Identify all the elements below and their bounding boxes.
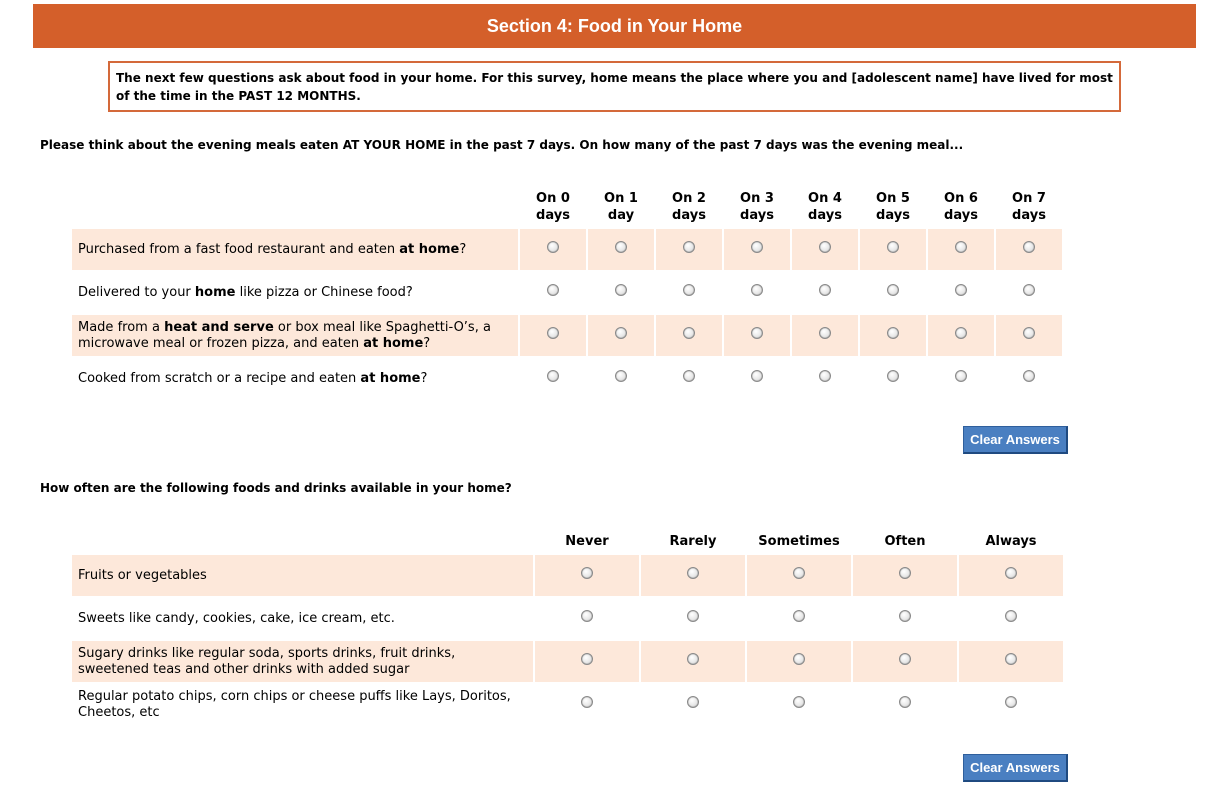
radio-cell (928, 358, 994, 399)
radio-cell (996, 272, 1062, 313)
radio-cell (724, 229, 790, 270)
radio-button[interactable] (887, 284, 899, 296)
table-row (72, 598, 1063, 639)
radio-cell (853, 555, 957, 596)
radio-button[interactable] (955, 284, 967, 296)
radio-button[interactable] (615, 284, 627, 296)
col-header-6-days: On 6 days (944, 191, 978, 223)
radio-button[interactable] (615, 241, 627, 253)
radio-button[interactable] (687, 696, 699, 708)
evening-meals-grid (70, 188, 1064, 401)
radio-button[interactable] (899, 567, 911, 579)
col-header-always: Always (985, 534, 1037, 549)
radio-button[interactable] (887, 241, 899, 253)
radio-cell (996, 358, 1062, 399)
radio-cell (724, 358, 790, 399)
radio-cell (792, 272, 858, 313)
radio-button[interactable] (683, 241, 695, 253)
radio-button[interactable] (1023, 370, 1035, 382)
radio-cell (860, 272, 926, 313)
radio-cell (747, 598, 851, 639)
row-label-part: home (194, 284, 236, 300)
table-row (72, 555, 1063, 596)
radio-cell (535, 641, 639, 682)
radio-cell (996, 229, 1062, 270)
radio-cell (656, 315, 722, 356)
col-header-1-day: On 1 day (604, 191, 638, 223)
grid-header-row (72, 533, 1063, 553)
radio-cell (959, 684, 1063, 725)
radio-button[interactable] (687, 653, 699, 665)
radio-button[interactable] (547, 284, 559, 296)
table-row (72, 358, 1062, 399)
radio-button[interactable] (547, 370, 559, 382)
radio-cell (641, 598, 745, 639)
radio-cell (520, 229, 586, 270)
row-label (72, 315, 518, 356)
grid-header-row (72, 190, 1062, 227)
radio-cell (853, 641, 957, 682)
radio-cell (588, 229, 654, 270)
radio-button[interactable] (899, 653, 911, 665)
radio-cell (724, 272, 790, 313)
row-label: Regular potato chips, corn chips or cheese puffs like Lays, Doritos, Cheetos, etc (78, 688, 511, 720)
radio-cell (747, 684, 851, 725)
table-row (72, 641, 1063, 682)
radio-button[interactable] (1023, 241, 1035, 253)
col-header-sometimes: Sometimes (758, 534, 840, 549)
section-title-banner: Section 4: Food in Your Home (33, 4, 1196, 48)
row-label: Fruits or vegetables (72, 555, 533, 596)
radio-button[interactable] (793, 610, 805, 622)
radio-button[interactable] (581, 567, 593, 579)
radio-cell (535, 684, 639, 725)
radio-button[interactable] (751, 241, 763, 253)
col-header-rarely: Rarely (669, 534, 717, 549)
radio-button[interactable] (819, 370, 831, 382)
radio-button[interactable] (683, 327, 695, 339)
radio-button[interactable] (793, 696, 805, 708)
radio-cell (656, 229, 722, 270)
col-header-4-days: On 4 days (808, 191, 842, 223)
grid-corner (72, 533, 533, 553)
radio-button[interactable] (547, 327, 559, 339)
row-label-part: at home (360, 370, 421, 386)
radio-cell (656, 358, 722, 399)
radio-button[interactable] (615, 370, 627, 382)
radio-cell (996, 315, 1062, 356)
row-label-part: Delivered to your (78, 284, 195, 300)
radio-button[interactable] (581, 610, 593, 622)
col-header-2-days: On 2 days (672, 191, 706, 223)
row-label-part: ? (420, 370, 428, 386)
radio-cell (853, 684, 957, 725)
radio-button[interactable] (547, 241, 559, 253)
radio-button[interactable] (793, 653, 805, 665)
radio-cell (520, 272, 586, 313)
radio-button[interactable] (819, 241, 831, 253)
table-row (72, 684, 1063, 725)
col-header-0-days: On 0 days (536, 191, 570, 223)
table-row (72, 272, 1062, 313)
radio-button[interactable] (819, 327, 831, 339)
radio-cell (588, 358, 654, 399)
radio-cell (641, 641, 745, 682)
col-header-5-days: On 5 days (876, 191, 910, 223)
row-label: Sugary drinks like regular soda, sports drinks, fruit drinks, sweetened teas and other drinks with added sugar (72, 641, 533, 682)
radio-button[interactable] (955, 327, 967, 339)
radio-button[interactable] (687, 610, 699, 622)
radio-cell (588, 272, 654, 313)
question-evening-meals: Please think about the evening meals eaten AT YOUR HOME in the past 7 days. On how many of the past 7 days was the evening meal... (40, 138, 964, 152)
radio-button[interactable] (887, 370, 899, 382)
radio-cell (724, 315, 790, 356)
col-header-3-days: On 3 days (740, 191, 774, 223)
radio-cell (520, 315, 586, 356)
radio-cell (792, 229, 858, 270)
row-label-part: heat and serve (164, 319, 274, 335)
radio-button[interactable] (683, 370, 695, 382)
radio-cell (792, 315, 858, 356)
radio-button[interactable] (615, 327, 627, 339)
row-label-part: like pizza or Chinese food? (235, 284, 413, 300)
row-label-part: or box meal like Spaghetti-O’s, a microwave meal or frozen pizza, and eaten (78, 319, 491, 351)
radio-button[interactable] (687, 567, 699, 579)
radio-button[interactable] (1005, 653, 1017, 665)
radio-cell (641, 684, 745, 725)
radio-cell (535, 598, 639, 639)
row-label-part: ? (423, 335, 431, 351)
row-label-part: ? (459, 241, 467, 257)
radio-button[interactable] (751, 370, 763, 382)
row-label-part: Purchased from a fast food restaurant and eaten (78, 241, 400, 257)
grid-corner (72, 190, 518, 227)
radio-cell (792, 358, 858, 399)
radio-button[interactable] (955, 370, 967, 382)
radio-button[interactable] (1005, 610, 1017, 622)
table-row (72, 315, 1062, 356)
radio-button[interactable] (793, 567, 805, 579)
row-label-part: Made from a (78, 319, 165, 335)
col-header-never: Never (565, 534, 609, 549)
radio-cell (959, 598, 1063, 639)
radio-cell (860, 358, 926, 399)
row-label (72, 272, 518, 313)
radio-cell (747, 641, 851, 682)
radio-button[interactable] (1023, 284, 1035, 296)
radio-button[interactable] (1005, 696, 1017, 708)
intro-box: The next few questions ask about food in your home. For this survey, home means the place where you and [adolescent name] have lived for most of the time in the PAST 12 MONTHS. (108, 61, 1121, 112)
radio-button[interactable] (887, 327, 899, 339)
radio-button[interactable] (899, 610, 911, 622)
radio-cell (959, 555, 1063, 596)
radio-cell (928, 315, 994, 356)
radio-cell (520, 358, 586, 399)
radio-button[interactable] (751, 284, 763, 296)
radio-cell (641, 555, 745, 596)
radio-button[interactable] (581, 696, 593, 708)
clear-answers-button[interactable]: Clear Answers (963, 426, 1068, 454)
row-label (72, 358, 518, 399)
food-availability-grid (70, 531, 1065, 727)
radio-cell (656, 272, 722, 313)
row-label: Sweets like candy, cookies, cake, ice cream, etc. (78, 610, 395, 626)
radio-cell (959, 641, 1063, 682)
radio-cell (588, 315, 654, 356)
col-header-often: Often (884, 534, 926, 549)
radio-cell (928, 272, 994, 313)
radio-cell (535, 555, 639, 596)
radio-cell (860, 315, 926, 356)
radio-cell (853, 598, 957, 639)
radio-button[interactable] (683, 284, 695, 296)
col-header-7-days: On 7 days (1012, 191, 1046, 223)
radio-button[interactable] (819, 284, 831, 296)
row-label-part: at home (363, 335, 424, 351)
table-row (72, 229, 1062, 270)
radio-button[interactable] (581, 653, 593, 665)
radio-cell (860, 229, 926, 270)
row-label-part: at home (399, 241, 460, 257)
radio-button[interactable] (899, 696, 911, 708)
radio-button[interactable] (955, 241, 967, 253)
row-label-part: Cooked from scratch or a recipe and eaten (78, 370, 361, 386)
radio-cell (928, 229, 994, 270)
radio-cell (747, 555, 851, 596)
radio-button[interactable] (751, 327, 763, 339)
radio-button[interactable] (1005, 567, 1017, 579)
clear-answers-button[interactable]: Clear Answers (963, 754, 1068, 782)
question-food-availability: How often are the following foods and drinks available in your home? (40, 481, 512, 495)
radio-button[interactable] (1023, 327, 1035, 339)
row-label (72, 229, 518, 270)
